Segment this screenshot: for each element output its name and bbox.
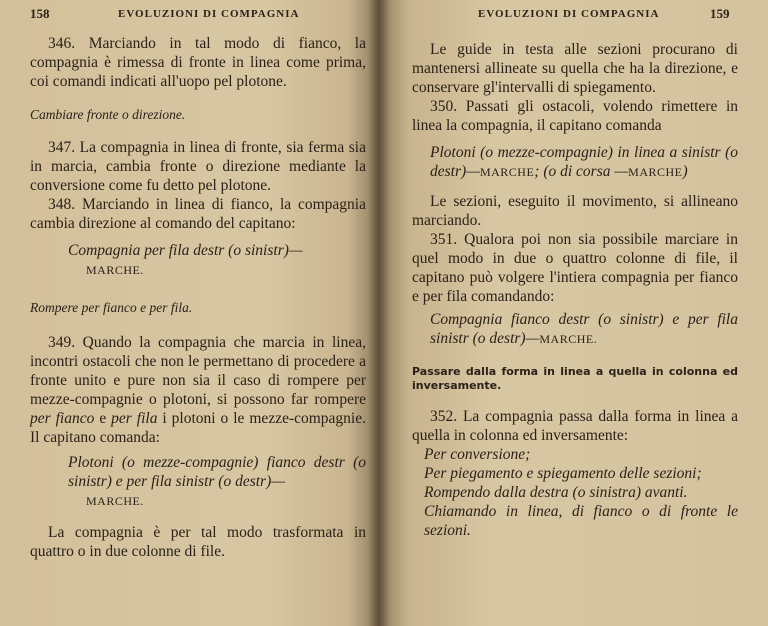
command-word: MARCHE <box>479 165 535 179</box>
text-run: per fila <box>111 410 158 427</box>
command-line: Compagnia per fila destr (o sinistr)— <box>68 242 303 259</box>
list-item: Per conversione; <box>424 446 531 463</box>
book-gutter <box>368 0 390 626</box>
text-run: i plotoni o le mezze-compagnie. Il capitano comanda: <box>30 410 366 446</box>
paragraph-349 <box>30 333 366 447</box>
page-number: 158 <box>30 6 50 21</box>
text-run: Compagnia fianco destr (o sinistr) e per fila sinistr (o destr)— <box>430 311 738 347</box>
left-text-block <box>30 34 366 561</box>
command-line: Plotoni (o mezze-compagnie) fianco destr (o sinistr) e per fila sinistr (o destr)— <box>68 454 366 490</box>
command-word: MARCHE. <box>86 494 144 508</box>
right-text-block <box>412 40 738 540</box>
running-head: EVOLUZIONI DI COMPAGNIA <box>478 8 660 20</box>
subheading: Cambiare fronte o direzione. <box>30 107 186 122</box>
list-item: Chiamando in linea, di fianco o di fronte le sezioni. <box>424 503 738 539</box>
list-item: Per piegamento e spiegamento delle sezioni; <box>424 465 702 482</box>
command-line <box>412 143 738 182</box>
paragraph-349-end: La compagnia è per tal modo trasformata in quattro o in due colonne di file. <box>30 524 366 560</box>
text-run: e <box>94 410 112 427</box>
right-page <box>378 0 768 626</box>
paragraph-350b: Le sezioni, eseguito il movimento, si allineano marciando. <box>412 193 738 229</box>
text-run: ; (o di corsa — <box>534 163 629 180</box>
page-number: 159 <box>710 6 730 21</box>
command-line <box>412 310 738 349</box>
text-run: per fianco <box>30 410 95 427</box>
text-run: ) <box>682 163 688 180</box>
paragraph-continued: Le guide in testa alle sezioni procurano di mantenersi allineate su quella che ha la direzione, e conservare gl'intervalli di spiegamento. <box>412 41 738 96</box>
paragraph-346: 346. Marciando in tal modo di fianco, la compagnia è rimessa di fronte in linea come prima, coi comandi indicati all'uopo pel plotone. <box>30 35 366 90</box>
paragraph-348: 348. Marciando in linea di fianco, la compagnia cambia direzione al comando del capitano: <box>30 196 366 232</box>
command-word: MARCHE. <box>539 332 598 346</box>
subheading: Rompere per fianco e per fila. <box>30 300 193 315</box>
text-run: Plotoni (o mezze-compagnie) in linea a sinistr (o destr)— <box>430 144 738 180</box>
paragraph-347: 347. La compagnia in linea di fronte, sia ferma sia in marcia, cambia fronte o direzione mediante la conversione come fu detto pel plotone. <box>30 139 366 194</box>
paragraph-351: 351. Qualora poi non sia possibile marciare in quel modo in due o quattro colonne di file, il capitano può volgere l'intiera compagnia per fianco e per fila comandando: <box>412 231 738 305</box>
text-run: 349. Quando la compagnia che marcia in linea, incontri ostacoli che non le permettano di procedere a fronte unito e pure non sia il caso di rompere per mezze-compagnie o plotoni, si possono far rompere <box>30 334 366 408</box>
list-item: Rompendo dalla destra (o sinistra) avanti. <box>424 484 688 501</box>
paragraph-350: 350. Passati gli ostacoli, volendo rimettere in linea la compagnia, il capitano comanda <box>412 98 738 134</box>
section-heading: Passare dalla forma in linea a quella in colonna ed inversamente. <box>412 365 738 392</box>
paragraph-352: 352. La compagnia passa dalla forma in linea a quella in colonna ed inversamente: <box>412 408 738 444</box>
running-head: EVOLUZIONI DI COMPAGNIA <box>118 8 300 20</box>
command-word: MARCHE. <box>86 263 144 277</box>
left-page <box>0 0 378 626</box>
command-word: MARCHE <box>628 165 683 179</box>
